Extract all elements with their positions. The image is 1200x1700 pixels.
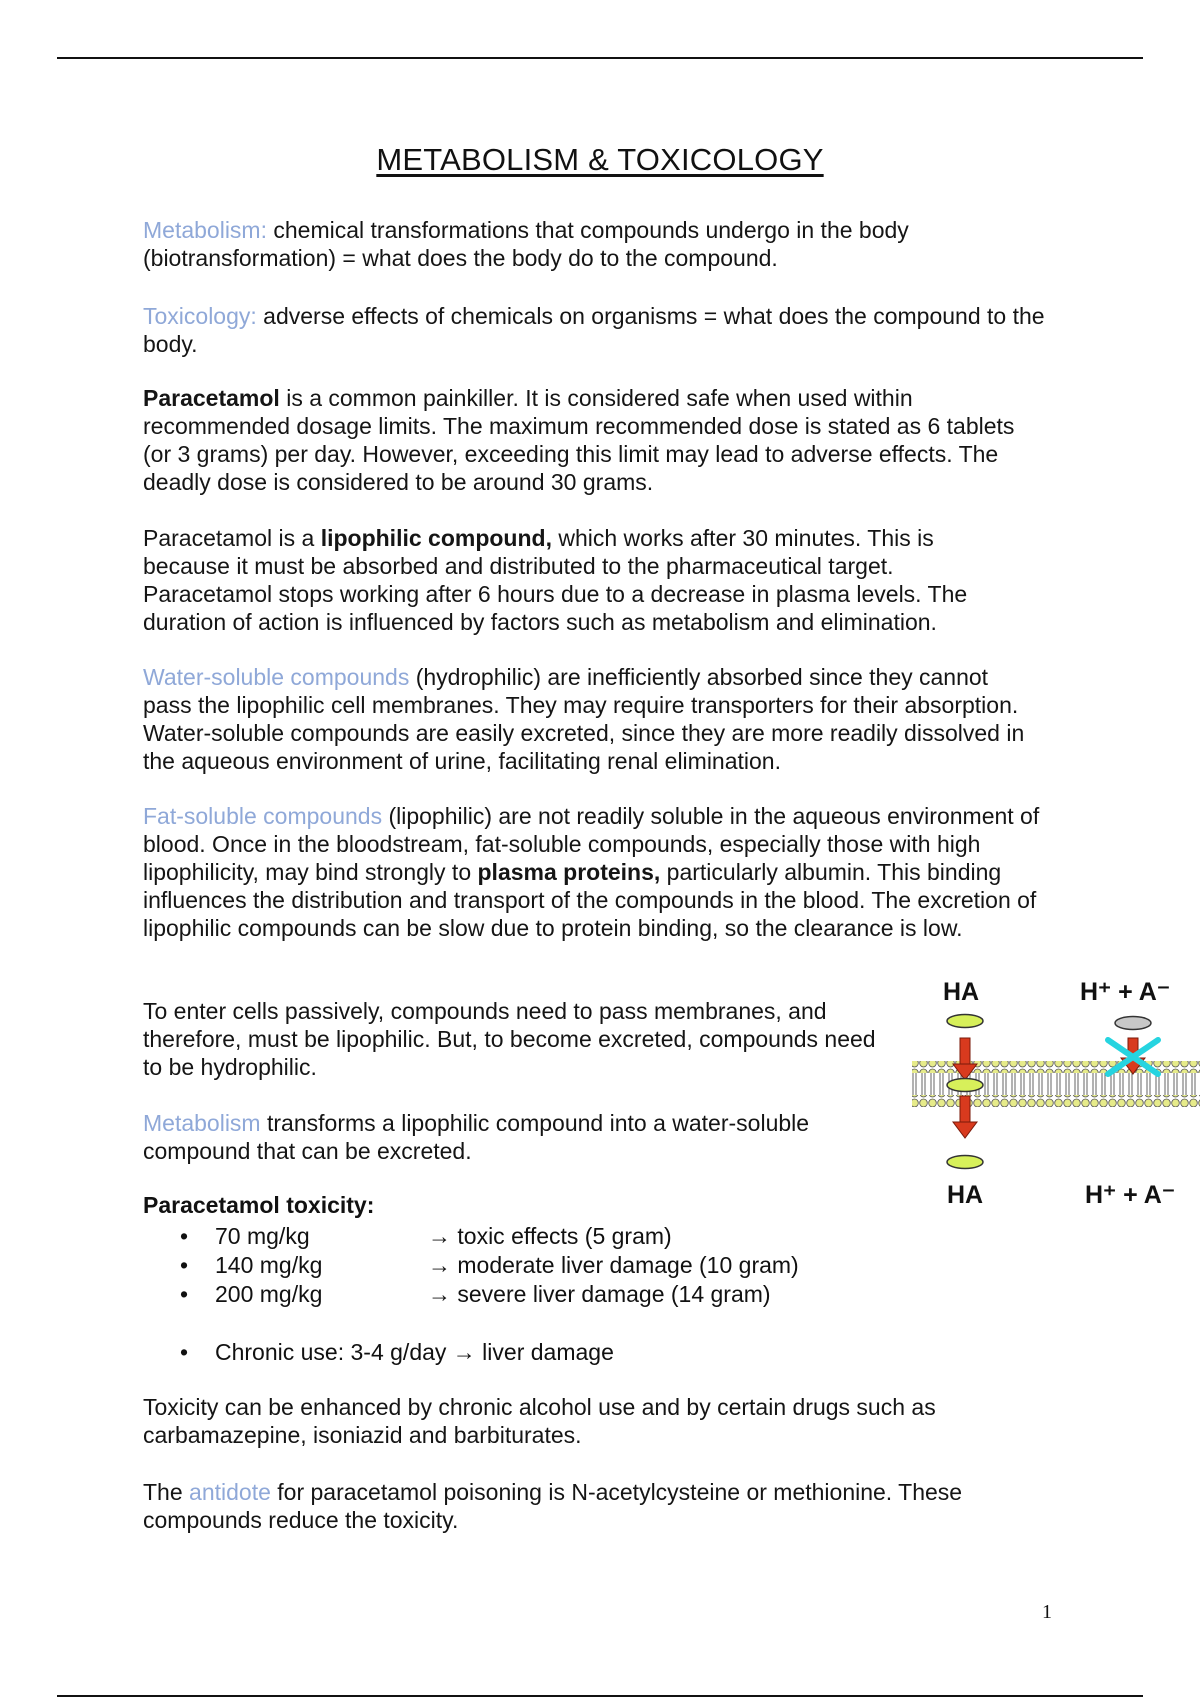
dose-list: [175, 1222, 875, 1309]
metabolism-transform-paragraph: [143, 1109, 883, 1165]
paracetamol-bold: Paracetamol: [143, 385, 280, 411]
fat-soluble-pre: (lipophilic) are not readily soluble in the aqueous environment of blood. Once in the bloodstream, fat-soluble compounds, especially those with high lipophilicity, may bind strongly to: [143, 803, 1040, 885]
toxicology-definition-text: adverse effects of chemicals on organisms = what does the compound to the body.: [143, 303, 1045, 357]
water-soluble-paragraph: [143, 663, 1043, 775]
term-water-soluble: Water-soluble compounds: [143, 664, 410, 690]
term-metabolism: Metabolism:: [143, 217, 267, 243]
footer-rule: [57, 1695, 1143, 1697]
header-rule: [57, 57, 1143, 59]
label-ha-bottom: HA: [946, 1181, 984, 1209]
label-ha-top: HA: [942, 978, 980, 1006]
label-ions-top: H⁺ + A⁻: [1079, 978, 1171, 1006]
term-antidote: antidote: [189, 1479, 271, 1505]
ha-molecule-bottom: [947, 1156, 983, 1169]
chronic-use-list: [175, 1338, 875, 1367]
toxicity-heading: Paracetamol toxicity:: [143, 1192, 375, 1218]
dose-value: • 200 mg/kg: [215, 1281, 323, 1307]
lipophilic-pre: Paracetamol is a: [143, 525, 321, 551]
lipophilic-paragraph: [143, 524, 1023, 636]
paracetamol-intro: [143, 384, 1023, 496]
ha-molecule-top: [947, 1015, 983, 1028]
water-soluble-text: (hydrophilic) are inefficiently absorbed since they cannot pass the lipophilic cell membranes. They may require transporters for their absorption. Water-soluble compounds are easily excreted, since they are more readily dissolved in the aqueous environment of urine, facilitating renal elimination.: [143, 664, 1025, 774]
chronic-use-text: • Chronic use: 3-4 g/day → liver damage: [215, 1339, 614, 1365]
fat-soluble-paragraph: [143, 802, 1053, 942]
plasma-proteins-bold: plasma proteins,: [477, 859, 661, 885]
list-item: [175, 1338, 875, 1367]
membrane-paragraph: To enter cells passively, compounds need to pass membranes, and therefore, must be lipophilic. But, to become excreted, compounds need to be hydrophilic.: [143, 998, 876, 1080]
membrane-diffusion-figure: [910, 968, 1200, 1228]
dose-value: • 140 mg/kg: [215, 1252, 323, 1278]
metabolism-definition: [143, 216, 1063, 272]
label-ions-bottom: H⁺ + A⁻: [1084, 1181, 1176, 1209]
dose-effect: → toxic effects (5 gram): [428, 1223, 672, 1249]
list-item: [175, 1251, 875, 1280]
dose-effect: → severe liver damage (14 gram): [428, 1281, 771, 1307]
lipophilic-bold: lipophilic compound,: [320, 525, 552, 551]
list-item: [175, 1280, 875, 1309]
enhanced-toxicity-paragraph: Toxicity can be enhanced by chronic alcohol use and by certain drugs such as carbamazepine, isoniazid and barbiturates.: [143, 1394, 936, 1448]
dose-value: • 70 mg/kg: [215, 1223, 310, 1249]
list-item: [175, 1222, 875, 1251]
term-metabolism-2: Metabolism: [143, 1110, 261, 1136]
term-toxicology: Toxicology:: [143, 303, 257, 329]
ha-molecule-membrane: [947, 1079, 983, 1092]
metabolism-transform-text: transforms a lipophilic compound into a water-soluble compound that can be excreted.: [143, 1110, 810, 1164]
antidote-pre: The: [143, 1479, 190, 1505]
toxicology-definition: [143, 302, 1063, 358]
page-number: 1: [1042, 1601, 1052, 1623]
page-title: METABOLISM & TOXICOLOGY: [376, 142, 824, 177]
antidote-paragraph: [143, 1478, 1043, 1534]
term-fat-soluble: Fat-soluble compounds: [143, 803, 383, 829]
ion-molecule-top: [1115, 1017, 1151, 1030]
fat-soluble-post: particularly albumin. This binding influences the distribution and transport of the compounds in the blood. The excretion of lipophilic compounds can be slow due to protein binding, so the clearance is low.: [143, 859, 1037, 941]
metabolism-definition-text: chemical transformations that compounds undergo in the body (biotransformation) = what does the body do to the compound.: [143, 217, 909, 271]
paracetamol-intro-text: is a common painkiller. It is considered safe when used within recommended dosage limits. The maximum recommended dose is stated as 6 tablets (or 3 grams) per day. However, exceeding this limit may lead to adverse effects. The deadly dose is considered to be around 30 grams.: [143, 385, 1015, 495]
lipophilic-post: which works after 30 minutes. This is because it must be absorbed and distributed to the pharmaceutical target. Paracetamol stops working after 6 hours due to a decrease in plasma levels. The duration of action is influenced by factors such as metabolism and elimination.: [143, 525, 968, 635]
antidote-post: for paracetamol poisoning is N-acetylcysteine or methionine. These compounds reduce the toxicity.: [143, 1479, 963, 1533]
dose-effect: → moderate liver damage (10 gram): [428, 1252, 799, 1278]
